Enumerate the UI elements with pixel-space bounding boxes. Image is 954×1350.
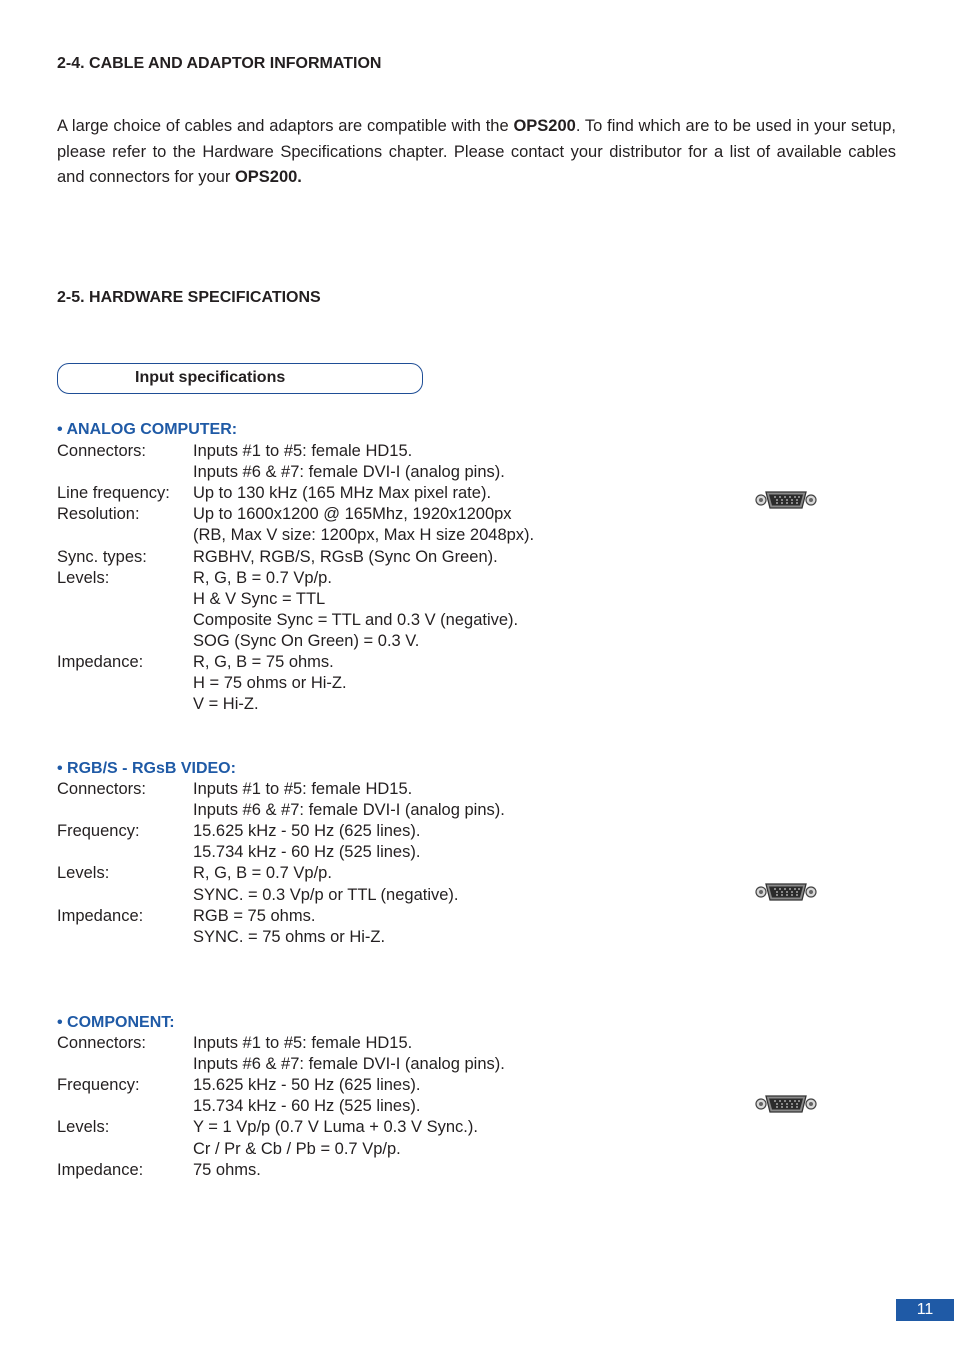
spec-value: Cr / Pr & Cb / Pb = 0.7 Vp/p. bbox=[193, 1139, 401, 1158]
spec-label: Levels: bbox=[57, 1118, 110, 1137]
spec-value: Inputs #6 & #7: female DVI-I (analog pins). bbox=[193, 1055, 505, 1074]
spec-label: Impedance: bbox=[57, 906, 144, 925]
spec-value: H = 75 ohms or Hi-Z. bbox=[193, 674, 347, 693]
cable-paragraph bbox=[57, 114, 896, 191]
spec-value: 15.734 kHz - 60 Hz (525 lines). bbox=[193, 1097, 421, 1116]
component-title: • COMPONENT: bbox=[57, 1014, 175, 1031]
analog-computer-title: • ANALOG COMPUTER: bbox=[57, 421, 238, 438]
spec-label: Levels: bbox=[57, 864, 110, 883]
product-name: OPS200 bbox=[513, 117, 576, 135]
hd15-connector-icon bbox=[755, 881, 817, 903]
spec-value: RGBHV, RGB/S, RGsB (Sync On Green). bbox=[193, 547, 498, 566]
spec-value: V = Hi-Z. bbox=[193, 695, 259, 714]
spec-value: Inputs #1 to #5: female HD15. bbox=[193, 442, 413, 460]
spec-value: RGB = 75 ohms. bbox=[193, 906, 316, 925]
spec-value: Up to 1600x1200 @ 165Mhz, 1920x1200px bbox=[193, 505, 512, 524]
spec-value: Inputs #1 to #5: female HD15. bbox=[193, 780, 413, 798]
spec-value: SYNC. = 75 ohms or Hi-Z. bbox=[193, 927, 386, 946]
product-name-end: OPS200. bbox=[234, 168, 302, 186]
spec-value: 15.734 kHz - 60 Hz (525 lines). bbox=[193, 843, 421, 862]
spec-value: Up to 130 kHz (165 MHz Max pixel rate). bbox=[193, 484, 492, 503]
spec-value: Y = 1 Vp/p (0.7 V Luma + 0.3 V Sync.). bbox=[193, 1118, 478, 1137]
spec-value: R, G, B = 0.7 Vp/p. bbox=[193, 568, 332, 587]
spec-label: Line frequency: bbox=[57, 484, 170, 503]
spec-label: Connectors: bbox=[57, 442, 146, 460]
spec-value: SYNC. = 0.3 Vp/p or TTL (negative). bbox=[193, 885, 459, 904]
hd15-connector-icon bbox=[755, 489, 817, 511]
spec-value: 15.625 kHz - 50 Hz (625 lines). bbox=[193, 822, 421, 841]
spec-value: 15.625 kHz - 50 Hz (625 lines). bbox=[193, 1076, 421, 1095]
section-title-hardware: 2-5. HARDWARE SPECIFICATIONS bbox=[57, 289, 321, 306]
spec-label: Connectors: bbox=[57, 1034, 146, 1052]
spec-label: Levels: bbox=[57, 568, 110, 587]
spec-value: H & V Sync = TTL bbox=[193, 589, 326, 608]
rgbs-video-title: • RGB/S - RGsB VIDEO: bbox=[57, 760, 236, 777]
spec-value: Composite Sync = TTL and 0.3 V (negative). bbox=[193, 610, 519, 629]
spec-value: Inputs #1 to #5: female HD15. bbox=[193, 1034, 413, 1052]
spec-value: SOG (Sync On Green) = 0.3 V. bbox=[193, 631, 420, 650]
spec-label: Impedance: bbox=[57, 653, 144, 671]
spec-label: Frequency: bbox=[57, 1076, 140, 1095]
spec-value: R, G, B = 75 ohms. bbox=[193, 653, 334, 671]
tab-label: Input specifications bbox=[135, 369, 286, 386]
para-text-2: . To find which are to be used in your setup, please refer to the Hardware Specifications chapter. Please contact your distributor for a list of available cables and connectors for your bbox=[57, 117, 896, 186]
spec-label: Sync. types: bbox=[57, 547, 147, 566]
spec-value: Inputs #6 & #7: female DVI-I (analog pins). bbox=[193, 463, 505, 482]
spec-label: Resolution: bbox=[57, 505, 140, 524]
para-text-1: A large choice of cables and adaptors are compatible with the bbox=[57, 117, 514, 135]
page-number: 11 bbox=[896, 1299, 954, 1321]
hd15-connector-icon bbox=[755, 1093, 817, 1115]
spec-value: Inputs #6 & #7: female DVI-I (analog pins). bbox=[193, 801, 505, 820]
spec-label: Impedance: bbox=[57, 1160, 144, 1179]
section-title-cable: 2-4. CABLE AND ADAPTOR INFORMATION bbox=[57, 55, 382, 72]
spec-value: R, G, B = 0.7 Vp/p. bbox=[193, 864, 332, 883]
input-specifications-tab bbox=[57, 363, 423, 394]
spec-value: 75 ohms. bbox=[193, 1160, 261, 1179]
spec-label: Connectors: bbox=[57, 780, 146, 798]
spec-value: (RB, Max V size: 1200px, Max H size 2048px). bbox=[193, 526, 535, 545]
spec-label: Frequency: bbox=[57, 822, 140, 841]
